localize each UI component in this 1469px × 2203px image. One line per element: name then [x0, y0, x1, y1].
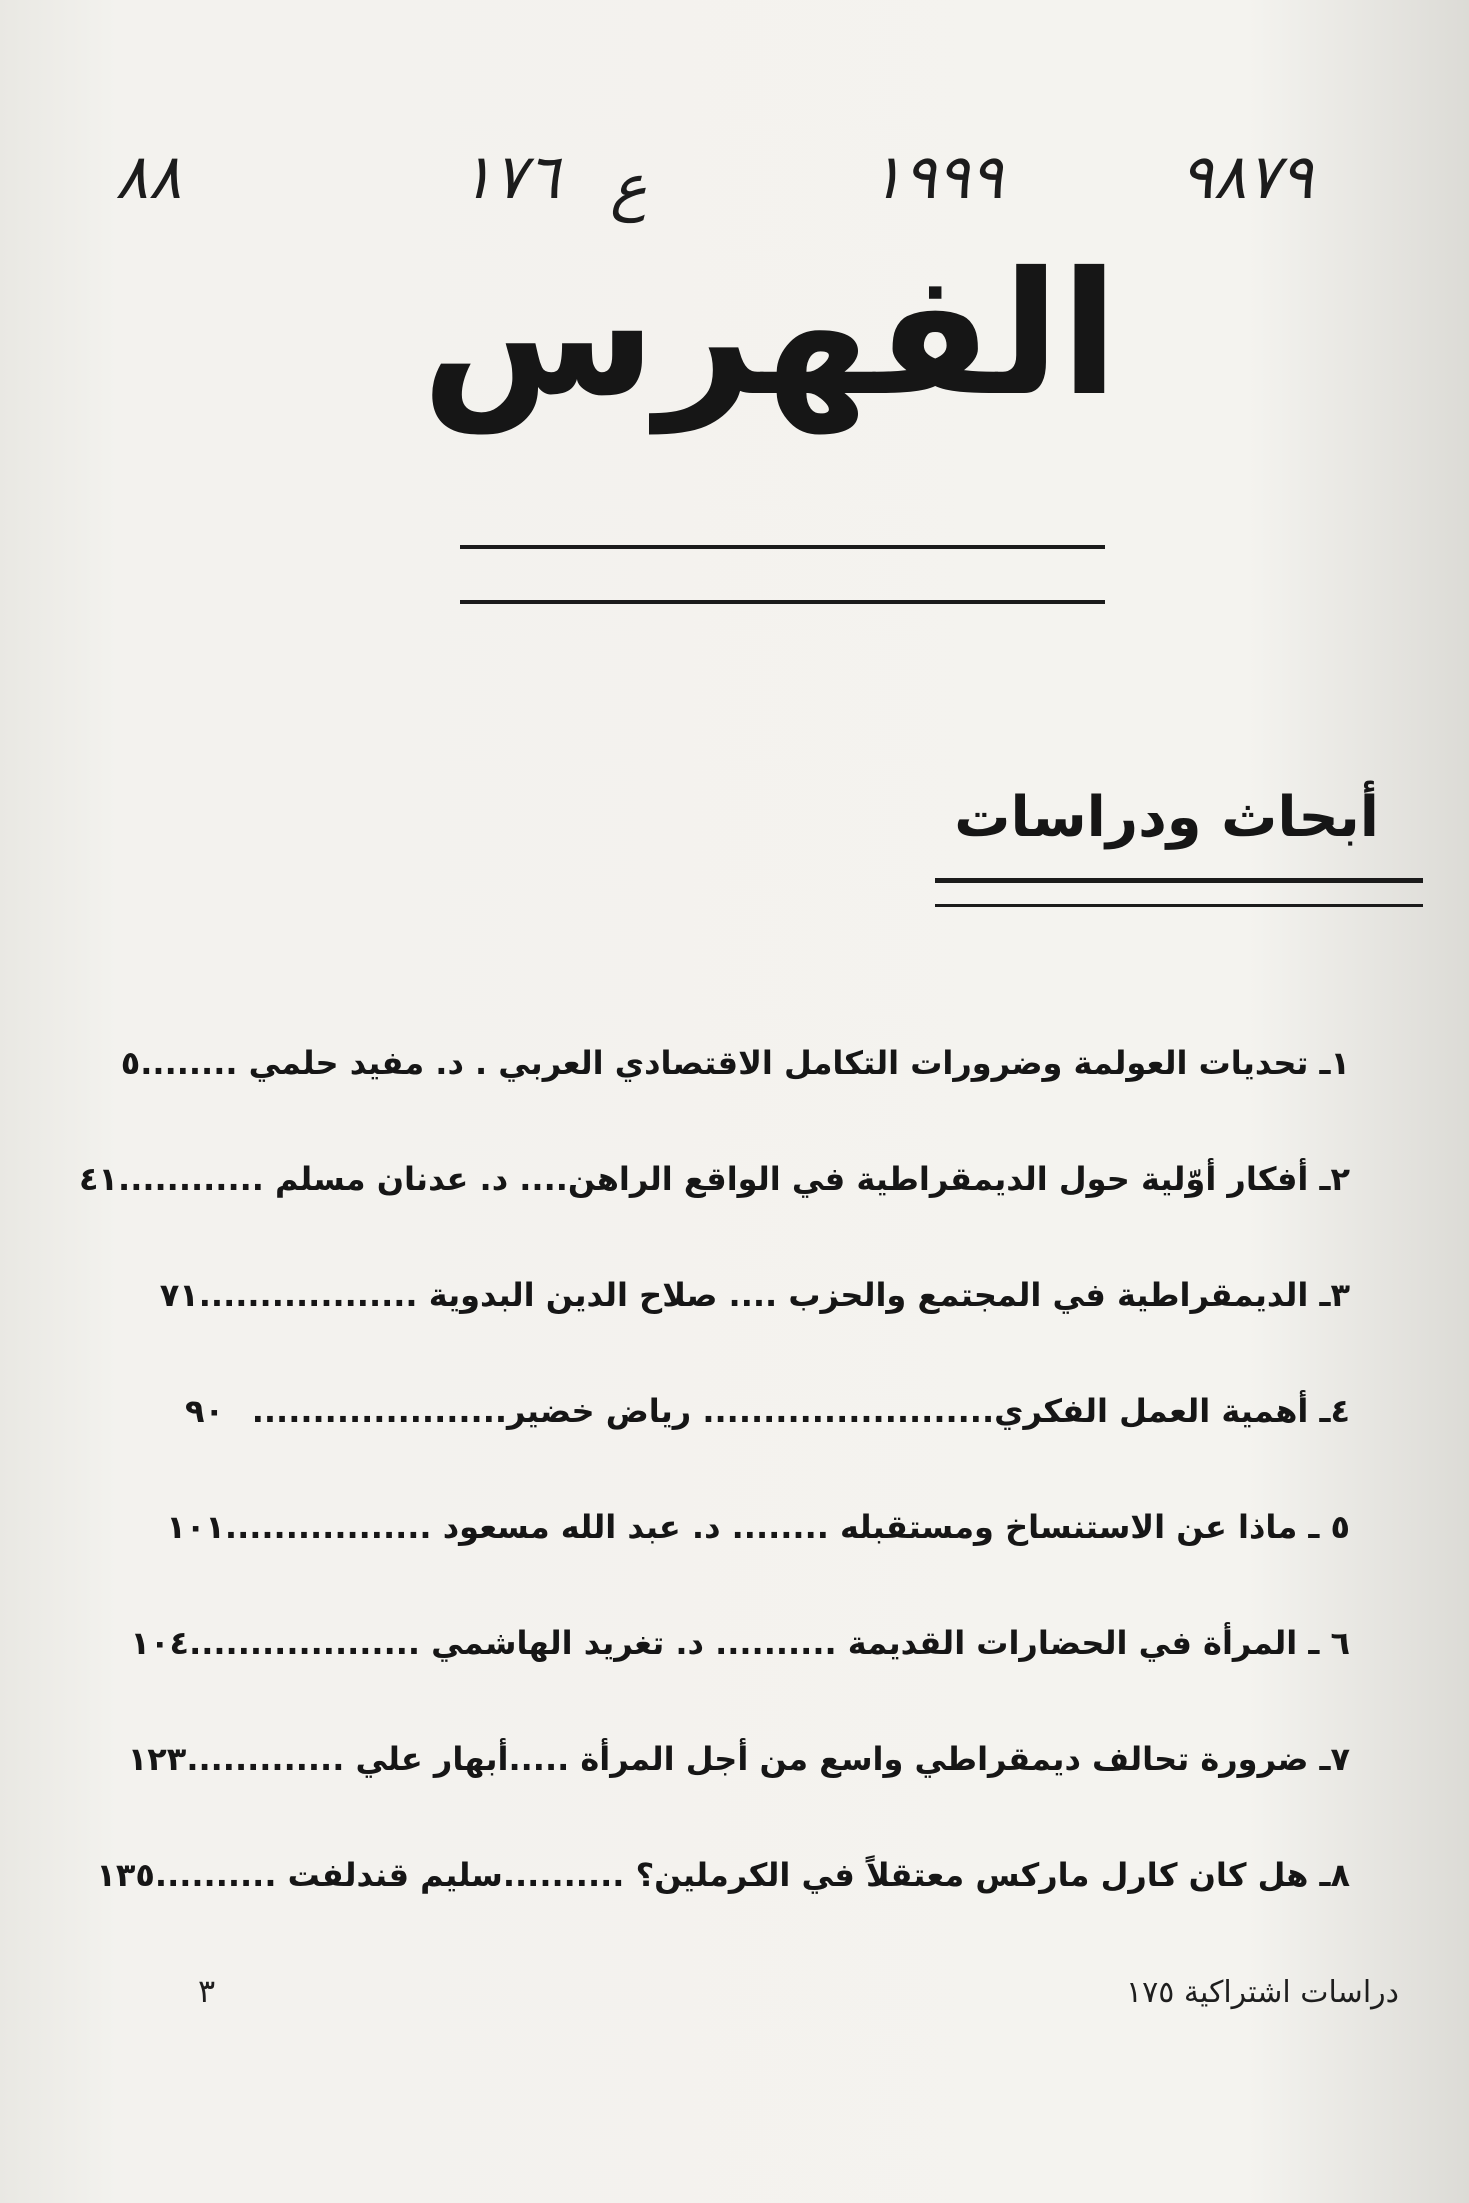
- toc-entry-page: ١٣٥: [96, 1856, 155, 1894]
- toc-entry-text: ٥ ـ ماذا عن الاستنساخ ومستقبله ........ د. عبد الله مسعود .................: [224, 1508, 1350, 1546]
- toc-entry-text: ٤ـ أهمية العمل الفكري........................ رياض خضير.....................: [251, 1392, 1350, 1430]
- toc-entry-page: ٩٠: [185, 1392, 225, 1430]
- toc-entry-page: ٥: [120, 1044, 141, 1082]
- toc-entry-page: ١٢٣: [127, 1740, 187, 1778]
- section-title: أبحاث ودراسات: [954, 785, 1379, 850]
- toc-entry-text: ٦ ـ المرأة في الحضارات القديمة .......... د. تغريد الهاشمي ...................: [189, 1624, 1350, 1662]
- toc-entry: [166, 1469, 1350, 1585]
- toc-entry: [120, 1005, 1350, 1121]
- toc-entry-page: ٤١: [78, 1160, 119, 1198]
- toc-entry: [127, 1701, 1350, 1817]
- handwritten-letter: ع: [610, 150, 647, 223]
- toc-entry: [185, 1353, 1350, 1469]
- handwritten-code-2: ٨٨: [115, 140, 182, 213]
- table-of-contents: [78, 1005, 1350, 1933]
- toc-entry: [96, 1817, 1350, 1933]
- section-underline-thick: [935, 878, 1423, 883]
- toc-entry-text: ٢ـ أفكار أوّلية حول الديمقراطية في الواقع الراهن.... د. عدنان مسلم ............: [118, 1160, 1350, 1198]
- toc-entry-page: ١٠١: [166, 1508, 225, 1546]
- page-title: الفهرس: [421, 236, 1119, 434]
- toc-entry-page: ٧١: [159, 1276, 199, 1314]
- handwritten-code-1: ٩٨٧٩: [1180, 140, 1314, 213]
- toc-entry-text: ١ـ تحديات العولمة وضرورات التكامل الاقتصادي العربي . د. مفيد حلمي ........: [140, 1044, 1350, 1082]
- handwritten-issue: ١٧٦: [460, 140, 560, 213]
- footer-journal-title: دراسات اشتراكية ١٧٥: [1126, 1975, 1399, 2010]
- toc-entry-page: ١٠٤: [130, 1624, 190, 1662]
- section-underline-thin: [935, 904, 1423, 907]
- toc-entry-text: ٧ـ ضرورة تحالف ديمقراطي واسع من أجل المرأة .....أبهار علي .............: [186, 1740, 1350, 1778]
- title-divider-bottom: [460, 600, 1105, 604]
- footer-page-number: ٣: [198, 1972, 216, 2010]
- toc-entry: [78, 1121, 1350, 1237]
- title-divider-top: [460, 545, 1105, 549]
- toc-entry: [159, 1237, 1350, 1353]
- handwritten-year: ١٩٩٩: [870, 140, 1004, 213]
- toc-entry-text: ٨ـ هل كان كارل ماركس معتقلاً في الكرملين؟ ..........سليم قندلفت ..........: [154, 1856, 1350, 1894]
- toc-entry: [130, 1585, 1350, 1701]
- toc-entry-text: ٣ـ الديمقراطية في المجتمع والحزب .... صلاح الدين البدوية ..................: [198, 1276, 1350, 1314]
